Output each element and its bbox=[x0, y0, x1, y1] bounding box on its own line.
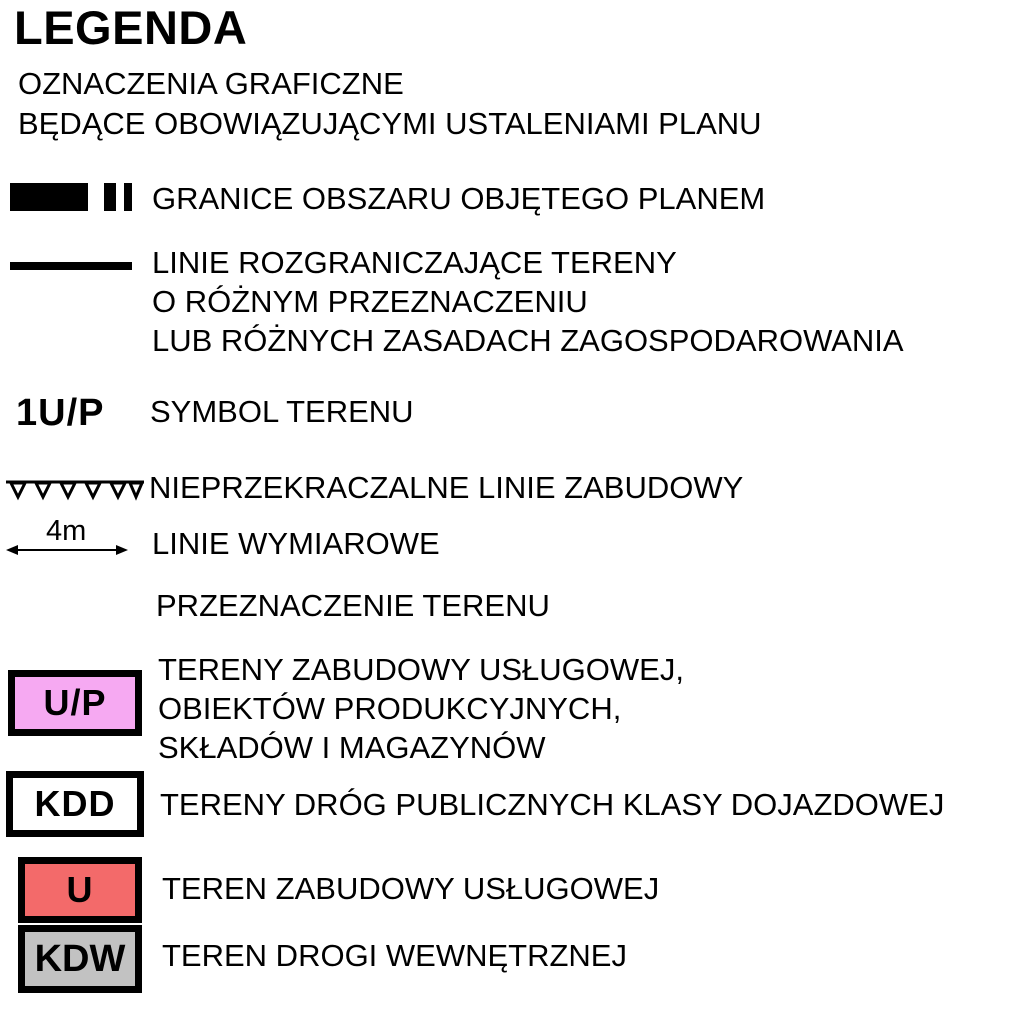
land-use-swatch-kdw bbox=[18, 925, 142, 993]
dividing-lines-label-1: LINIE ROZGRANICZAJĄCE TERENY bbox=[152, 245, 677, 280]
dividing-lines-label-3: LUB RÓŻNYCH ZASADACH ZAGOSPODAROWANIA bbox=[152, 323, 904, 358]
land-use-code-kdd: KDD bbox=[34, 783, 116, 824]
land-use-up-label-3: SKŁADÓW I MAGAZYNÓW bbox=[158, 730, 546, 765]
land-use-u-label: TEREN ZABUDOWY USŁUGOWEJ bbox=[162, 871, 660, 906]
dimension-label: LINIE WYMIAROWE bbox=[152, 526, 440, 561]
dividing-lines-label-2: O RÓŻNYM PRZEZNACZENIU bbox=[152, 284, 588, 319]
thick-dashed-line-icon bbox=[10, 181, 132, 213]
legend-subtitle-line2: BĘDĄCE OBOWIĄZUJĄCYMI USTALENIAMI PLANU bbox=[18, 106, 762, 141]
land-use-code-up: U/P bbox=[43, 682, 107, 723]
land-use-swatch-kdd bbox=[6, 771, 144, 837]
land-use-kdw-label: TEREN DROGI WEWNĘTRZNEJ bbox=[162, 938, 627, 973]
legend-subtitle-line1: OZNACZENIA GRAFICZNE bbox=[18, 66, 404, 101]
land-use-kdd-label: TERENY DRÓG PUBLICZNYCH KLASY DOJAZDOWEJ bbox=[160, 787, 945, 822]
building-lines-label: NIEPRZEKRACZALNE LINIE ZABUDOWY bbox=[149, 470, 744, 505]
legend-title: LEGENDA bbox=[14, 1, 248, 54]
land-use-code-kdw: KDW bbox=[34, 937, 126, 980]
land-use-swatch-up bbox=[8, 670, 142, 736]
solid-line-icon bbox=[10, 260, 132, 272]
symbol-label: SYMBOL TERENU bbox=[150, 394, 414, 429]
land-use-code-u: U bbox=[66, 869, 94, 910]
land-use-up-label-2: OBIEKTÓW PRODUKCYJNYCH, bbox=[158, 691, 622, 726]
land-use-heading: PRZEZNACZENIE TERENU bbox=[156, 588, 550, 623]
boundary-label: GRANICE OBSZARU OBJĘTEGO PLANEM bbox=[152, 181, 766, 216]
symbol-sample: 1U/P bbox=[16, 392, 105, 434]
triangle-line-icon bbox=[6, 478, 144, 504]
land-use-up-label-1: TERENY ZABUDOWY USŁUGOWEJ, bbox=[158, 652, 684, 687]
dimension-sample: 4m bbox=[46, 515, 87, 547]
land-use-swatch-u bbox=[18, 857, 142, 923]
